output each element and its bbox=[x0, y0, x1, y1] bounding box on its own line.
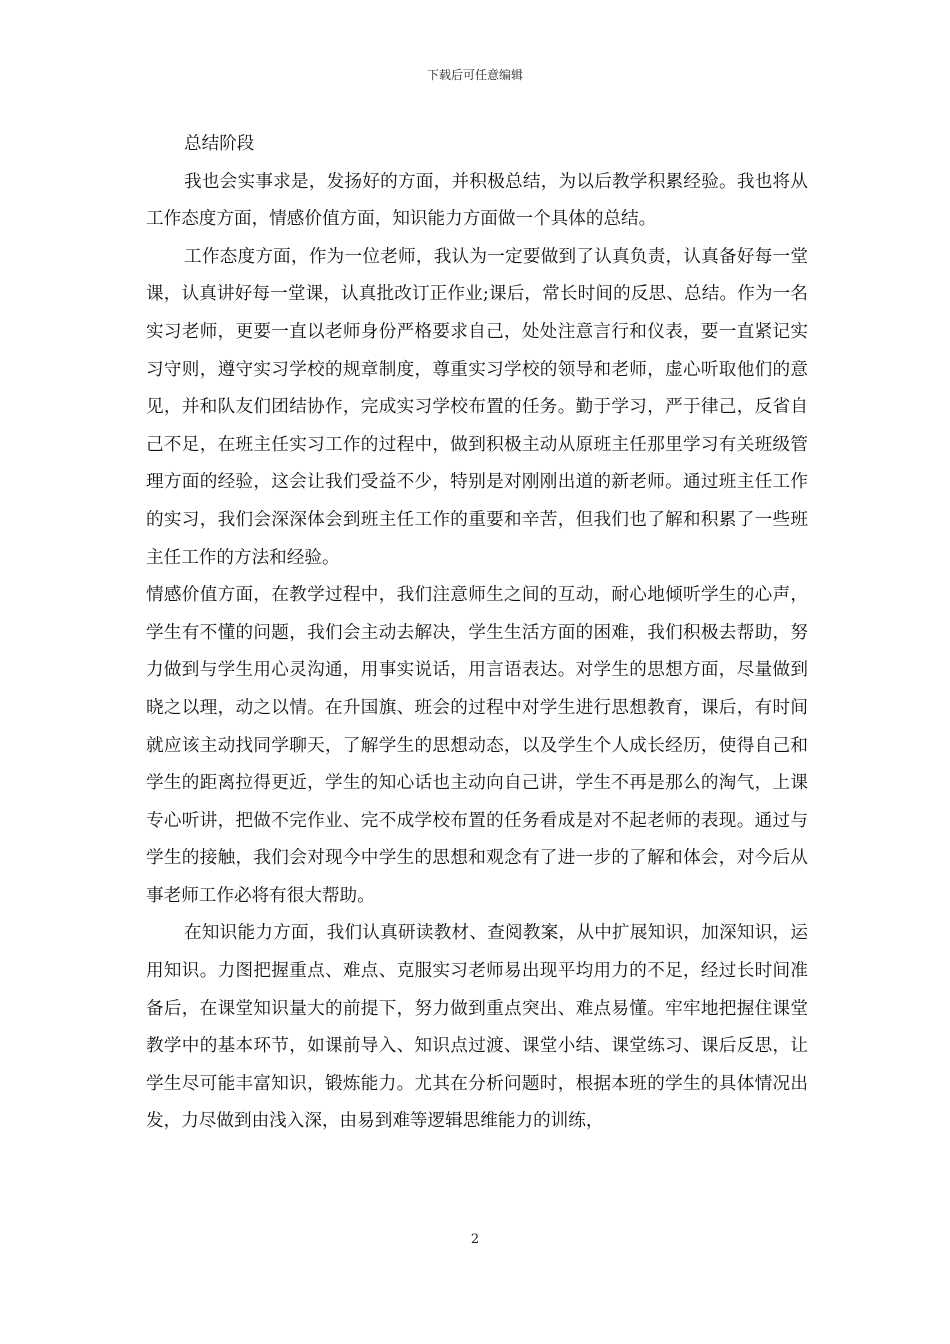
paragraph-work-attitude: 工作态度方面，作为一位老师，我认为一定要做到了认真负责，认真备好每一堂课，认真讲好每一堂课，认真批改订正作业;课后，常长时间的反思、总结。作为一名实习老师，更要一直以老师身份严格要求自己，处处注意言行和仪表，要一直紧记实习守则，遵守实习学校的规章制度，尊重实习学校的领导和老师，虚心听取他们的意见，并和队友们团结协作，完成实习学校布置的任务。勤于学习，严于律己，反省自己不足，在班主任实习工作的过程中，做到积极主动从原班主任那里学习有关班级管理方面的经验，这会让我们受益不少，特别是对刚刚出道的新老师。通过班主任工作的实习，我们会深深体会到班主任工作的重要和辛苦，但我们也了解和积累了一些班主任工作的方法和经验。 bbox=[146, 246, 808, 568]
page-header: 下载后可任意编辑 bbox=[426, 68, 523, 82]
section-title: 总结阶段 bbox=[184, 134, 255, 154]
paragraph-emotional-value: 情感价值方面，在教学过程中，我们注意师生之间的互动，耐心地倾听学生的心声，学生有不懂的问题，我们会主动去解决，学生生活方面的困难，我们积极去帮助，努力做到与学生用心灵沟通，用事实说话，用言语表达。对学生的思想方面，尽量做到晓之以理，动之以情。在升国旗、班会的过程中对学生进行思想教育，课后，有时间就应该主动找同学聊天，了解学生的思想动态，以及学生个人成长经历，使得自己和学生的距离拉得更近，学生的知心话也主动向自己讲，学生不再是那么的淘气，上课专心听讲，把做不完作业、完不成学校布置的任务看成是对不起老师的表现。通过与学生的接触，我们会对现今中学生的思想和观念有了进一步的了解和体会，对今后从事老师工作必将有很大帮助。 bbox=[146, 585, 808, 906]
paragraph-summary-intro: 我也会实事求是，发扬好的方面，并积极总结，为以后教学积累经验。我也将从工作态度方面，情感价值方面，知识能力方面做一个具体的总结。 bbox=[146, 171, 808, 230]
paragraph-knowledge-ability: 在知识能力方面，我们认真研读教材、查阅教案，从中扩展知识，加深知识，运用知识。力图把握重点、难点、克服实习老师易出现平均用力的不足，经过长时间准备后，在课堂知识量大的前提下，努力做到重点突出、难点易懂。牢牢地把握住课堂教学中的基本环节，如课前导入、知识点过渡、课堂小结、课堂练习、课后反思，让学生尽可能丰富知识，锻炼能力。尤其在分析问题时，根据本班的学生的具体情况出发，力尽做到由浅入深，由易到难等逻辑思维能力的训练， bbox=[146, 923, 808, 1132]
page-number: 2 bbox=[470, 1232, 480, 1247]
document-body bbox=[146, 126, 808, 1141]
